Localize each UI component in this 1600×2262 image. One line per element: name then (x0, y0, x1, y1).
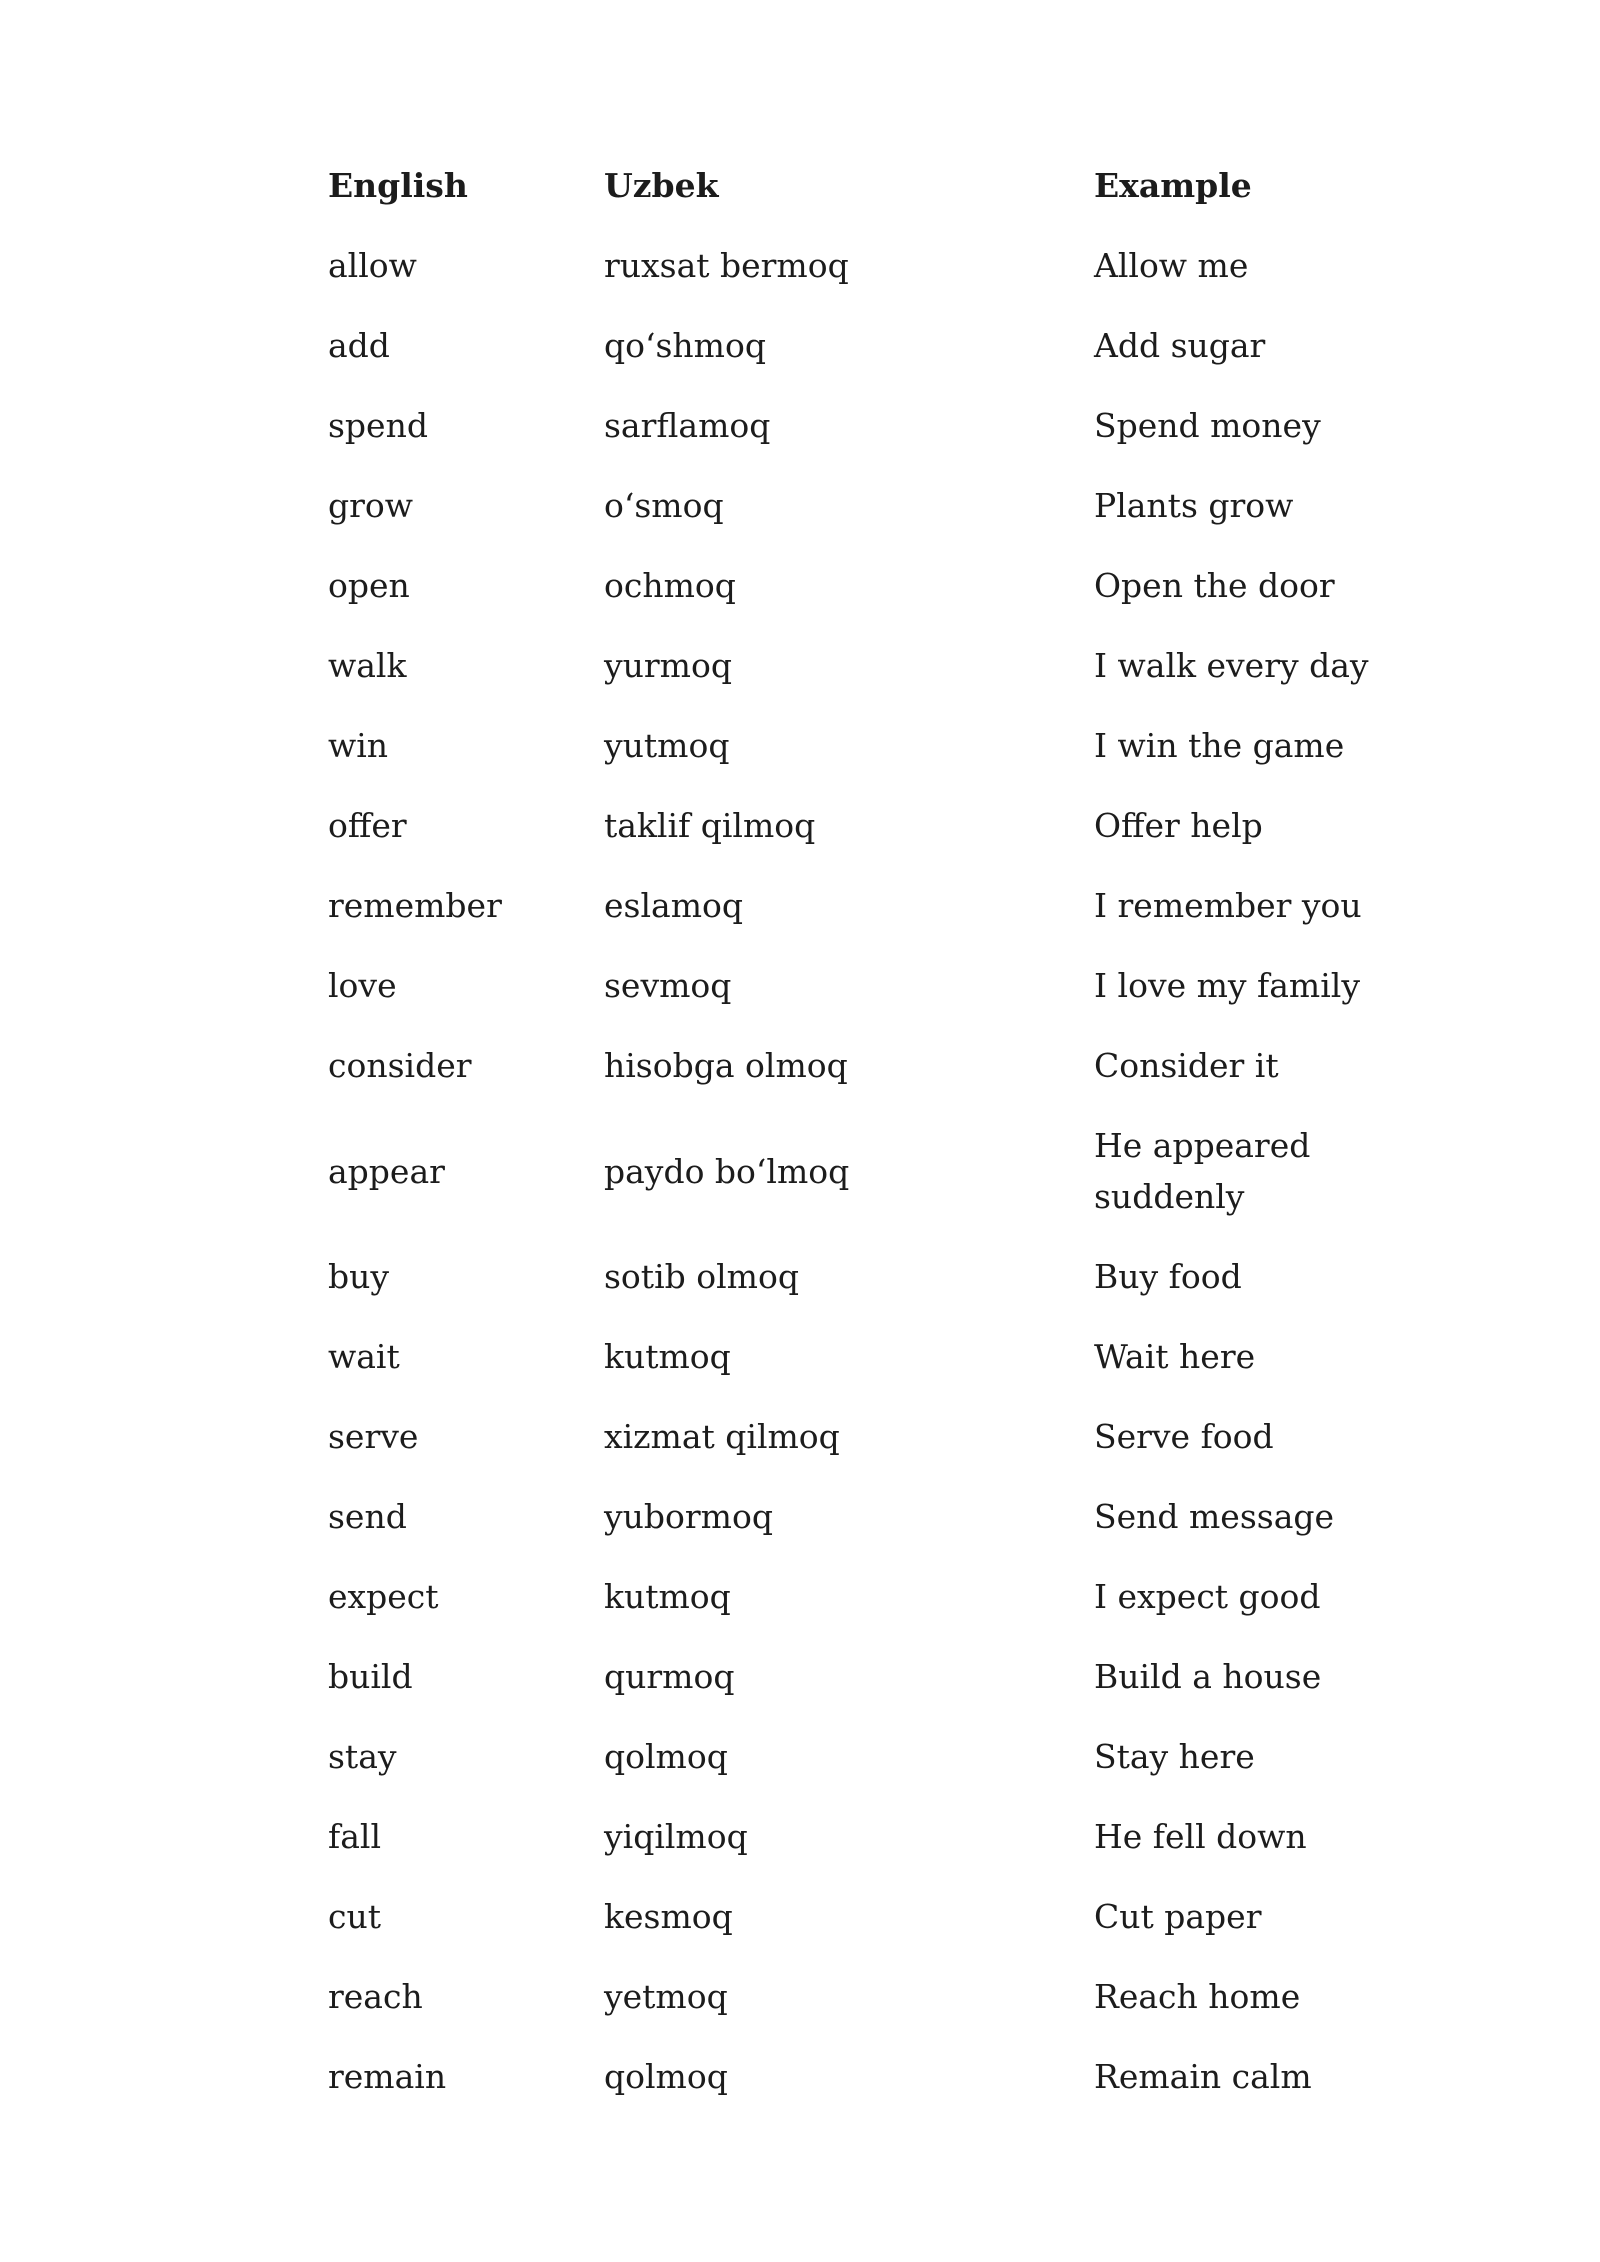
table-row (318, 1877, 1414, 1957)
table-row (318, 226, 1414, 306)
table-row (318, 1957, 1414, 2037)
english-word: consider (328, 1046, 472, 1085)
table-row (318, 626, 1414, 706)
uzbek-translation: sevmoq (604, 966, 732, 1005)
table-row (318, 466, 1414, 546)
table-row (318, 1557, 1414, 1637)
uzbek-translation: kutmoq (604, 1577, 731, 1616)
uzbek-translation: yetmoq (604, 1977, 728, 2016)
example-sentence: Stay here (1094, 1737, 1255, 1776)
example-sentence: Allow me (1094, 246, 1249, 285)
uzbek-translation: yutmoq (604, 726, 730, 765)
uzbek-translation: ruxsat bermoq (604, 246, 849, 285)
table-header-row (318, 146, 1414, 226)
example-sentence: Spend money (1094, 406, 1321, 445)
english-word: spend (328, 406, 428, 445)
table-row (318, 1637, 1414, 1717)
example-sentence: I expect good (1094, 1577, 1321, 1616)
english-word: remain (328, 2057, 447, 2096)
english-word: stay (328, 1737, 397, 1776)
table-row (318, 1106, 1414, 1237)
table-row (318, 1317, 1414, 1397)
example-sentence: Build a house (1094, 1657, 1322, 1696)
table-row (318, 866, 1414, 946)
table-row (318, 706, 1414, 786)
column-header-uzbek: Uzbek (604, 166, 719, 205)
english-word: love (328, 966, 397, 1005)
example-sentence: Reach home (1094, 1977, 1301, 2016)
uzbek-translation: taklif qilmoq (604, 806, 816, 845)
uzbek-translation: hisobga olmoq (604, 1046, 848, 1085)
uzbek-translation: sotib olmoq (604, 1257, 799, 1296)
table-row (318, 1397, 1414, 1477)
english-word: grow (328, 486, 414, 525)
uzbek-translation: yurmoq (604, 646, 732, 685)
english-word: remember (328, 886, 502, 925)
english-word: appear (328, 1151, 445, 1191)
example-sentence: Wait here (1094, 1337, 1256, 1376)
example-sentence: Serve food (1094, 1417, 1274, 1456)
example-sentence: Add sugar (1094, 326, 1266, 365)
uzbek-translation: yubormoq (604, 1497, 773, 1536)
english-word: build (328, 1657, 413, 1696)
table-row (318, 306, 1414, 386)
english-word: reach (328, 1977, 423, 2016)
table-body (318, 226, 1414, 2117)
uzbek-translation: yiqilmoq (604, 1817, 748, 1856)
uzbek-translation: eslamoq (604, 886, 743, 925)
uzbek-translation: kutmoq (604, 1337, 731, 1376)
english-word: offer (328, 806, 407, 845)
english-word: add (328, 326, 390, 365)
table-row (318, 1717, 1414, 1797)
example-sentence: I win the game (1094, 726, 1345, 765)
table-row (318, 1797, 1414, 1877)
table-row (318, 1237, 1414, 1317)
uzbek-translation: xizmat qilmoq (604, 1417, 840, 1456)
example-sentence: He appeared suddenly (1094, 1126, 1311, 1216)
english-word: send (328, 1497, 407, 1536)
column-header-example: Example (1094, 166, 1252, 205)
english-word: walk (328, 646, 407, 685)
example-sentence: I love my family (1094, 966, 1360, 1005)
column-header-english: English (328, 166, 468, 205)
table-row (318, 546, 1414, 626)
uzbek-translation: kesmoq (604, 1897, 733, 1936)
uzbek-translation: qolmoq (604, 1737, 728, 1776)
english-word: allow (328, 246, 417, 285)
table-row (318, 786, 1414, 866)
english-word: wait (328, 1337, 400, 1376)
example-sentence: Offer help (1094, 806, 1263, 845)
english-word: open (328, 566, 410, 605)
example-sentence: Send message (1094, 1497, 1335, 1536)
example-sentence: I remember you (1094, 886, 1362, 925)
example-sentence: Consider it (1094, 1046, 1279, 1085)
table-row (318, 386, 1414, 466)
english-word: buy (328, 1257, 390, 1296)
example-sentence: He fell down (1094, 1817, 1307, 1856)
example-sentence: Remain calm (1094, 2057, 1312, 2096)
english-word: win (328, 726, 389, 765)
vocabulary-table (318, 146, 1414, 2117)
english-word: fall (328, 1817, 381, 1856)
example-sentence: I walk every day (1094, 646, 1369, 685)
example-sentence: Cut paper (1094, 1897, 1262, 1936)
uzbek-translation: qo‘shmoq (604, 326, 766, 365)
table-row (318, 946, 1414, 1026)
uzbek-translation: qurmoq (604, 1657, 735, 1696)
uzbek-translation: paydo bo‘lmoq (604, 1151, 850, 1191)
english-word: serve (328, 1417, 419, 1456)
english-word: expect (328, 1577, 439, 1616)
uzbek-translation: o‘smoq (604, 486, 724, 525)
table-row (318, 1026, 1414, 1106)
english-word: cut (328, 1897, 381, 1936)
example-sentence: Plants grow (1094, 486, 1294, 525)
table-row (318, 1477, 1414, 1557)
uzbek-translation: qolmoq (604, 2057, 728, 2096)
uzbek-translation: sarflamoq (604, 406, 771, 445)
uzbek-translation: ochmoq (604, 566, 736, 605)
example-sentence: Buy food (1094, 1257, 1242, 1296)
example-sentence: Open the door (1094, 566, 1335, 605)
table-row (318, 2037, 1414, 2117)
